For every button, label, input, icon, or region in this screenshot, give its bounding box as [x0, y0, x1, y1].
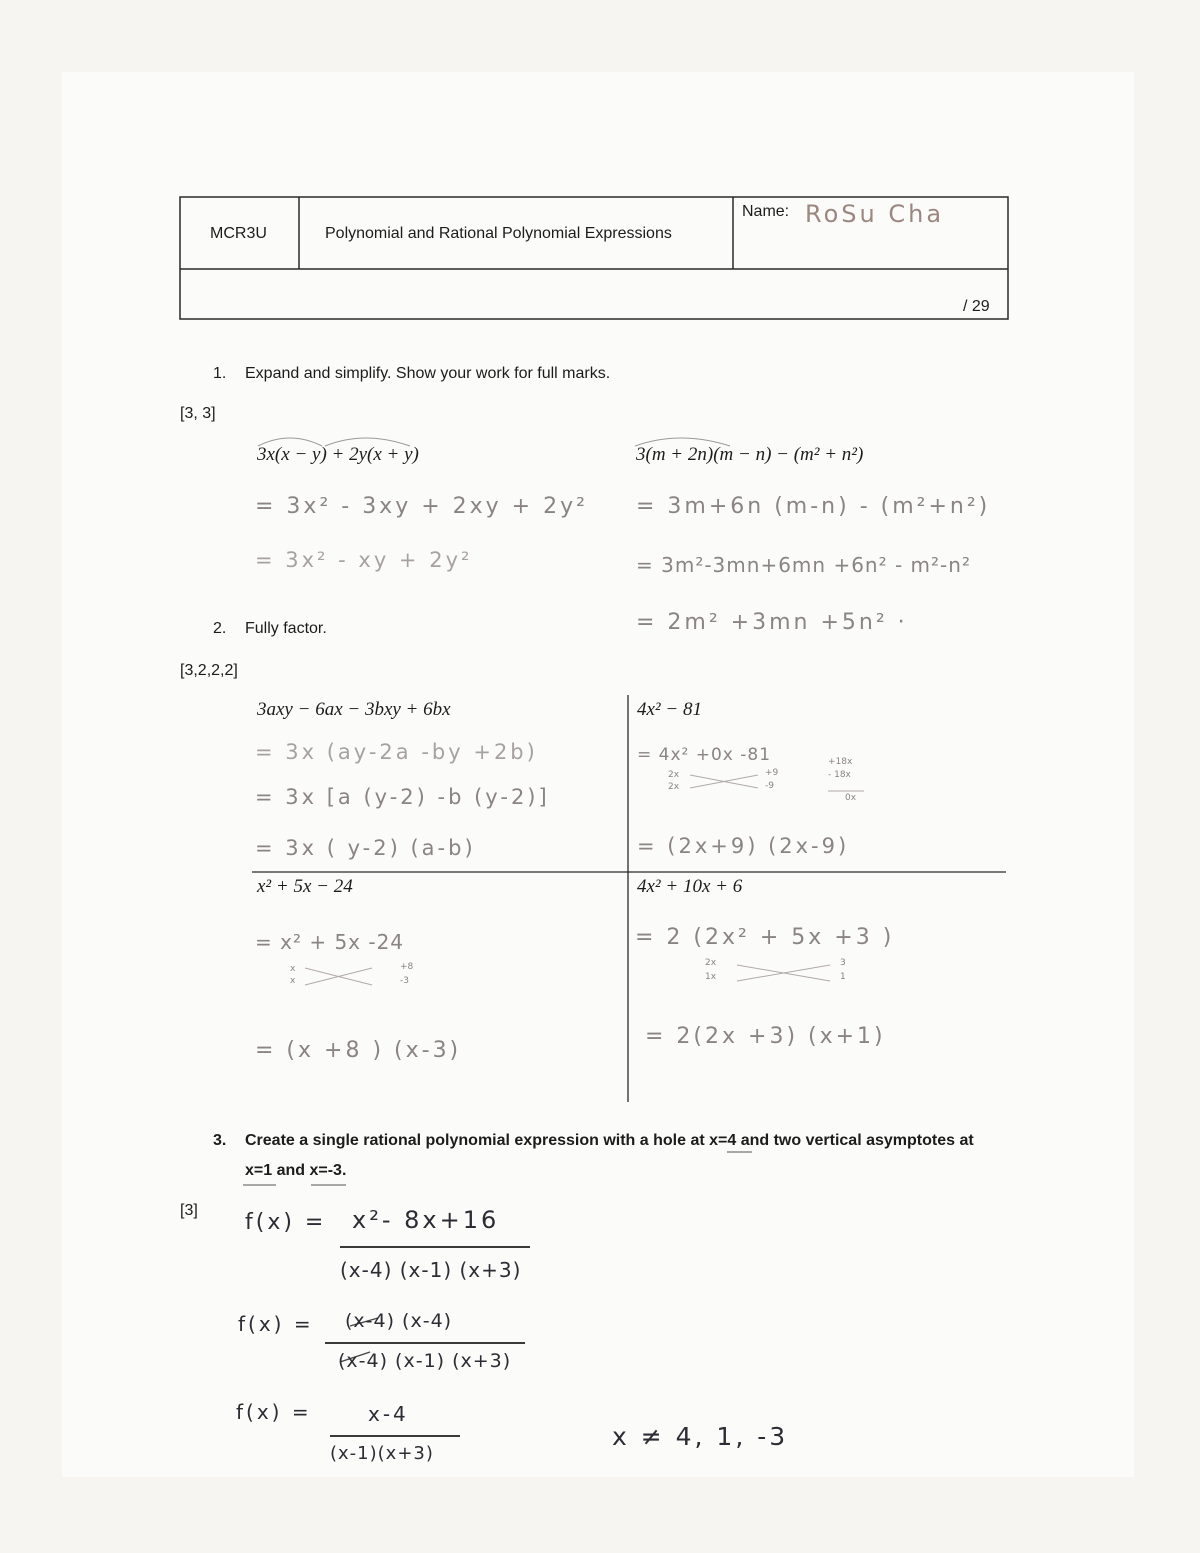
q1a-expression: 3x(x − y) + 2y(x + y) [257, 444, 419, 465]
q3-prompt-line-1: Create a single rational polynomial expression with a hole at x=4 and two vertical asymptotes at [245, 1132, 974, 1149]
q3-f3-lhs: f(x) = [236, 1400, 312, 1424]
q3-marks: [3] [180, 1202, 198, 1219]
q1b-step-3: = 2m² +3mn +5n² · [636, 610, 908, 635]
q2-number: 2. [213, 620, 227, 637]
worksheet-title: Polynomial and Rational Polynomial Expressions [325, 225, 672, 242]
q3-f2-lhs: f(x) = [238, 1312, 314, 1336]
q1a-step-2: = 3x² - xy + 2y² [255, 548, 473, 572]
q3-f2-fraction-bar [325, 1342, 525, 1344]
q2b-side-1: +18x [828, 757, 853, 767]
q2b-cross-left-2: 2x [668, 782, 680, 792]
q2b-side-3: 0x [845, 793, 857, 803]
q3-f3-denominator: (x-1)(x+3) [330, 1443, 434, 1464]
q1b-step-1: = 3m+6n (m-n) - (m²+n²) [636, 494, 991, 519]
course-code: MCR3U [210, 225, 267, 242]
q2d-expression: 4x² + 10x + 6 [637, 876, 743, 897]
q2b-cross-right-2: -9 [765, 781, 774, 791]
q2b-step-2: = (2x+9) (2x-9) [637, 834, 850, 858]
score-total: / 29 [963, 298, 990, 315]
q1-number: 1. [213, 365, 227, 382]
q2d-cross-left-2: 1x [705, 972, 717, 982]
student-name: RoSu Cha [805, 200, 945, 228]
q2c-cross-right-2: -3 [400, 976, 409, 986]
q3-f2-numerator: (x-4) (x-4) [345, 1310, 453, 1332]
q3-f1-denominator: (x-4) (x-1) (x+3) [340, 1258, 522, 1282]
q2d-step-2: = 2(2x +3) (x+1) [645, 1024, 886, 1049]
q2b-side-2: - 18x [828, 770, 851, 780]
q2b-cross-left-1: 2x [668, 770, 680, 780]
q2c-cross-left-1: x [290, 964, 296, 974]
q2c-step-1: = x² + 5x -24 [255, 930, 405, 954]
q2a-step-3: = 3x ( y-2) (a-b) [255, 836, 476, 860]
q2c-cross-left-2: x [290, 976, 296, 986]
q1a-step-1: = 3x² - 3xy + 2xy + 2y² [255, 494, 588, 519]
q1b-step-2: = 3m²-3mn+6mn +6n² - m²-n² [636, 553, 971, 577]
q3-f3-fraction-bar [330, 1435, 460, 1437]
q3-f2-denominator: (x-4) (x-1) (x+3) [338, 1350, 512, 1372]
q2a-expression: 3axy − 6ax − 3bxy + 6bx [257, 699, 451, 720]
q1-marks: [3, 3] [180, 405, 216, 422]
q1-prompt: Expand and simplify. Show your work for full marks. [245, 365, 611, 382]
q2b-expression: 4x² − 81 [637, 699, 702, 720]
q2b-step-1: = 4x² +0x -81 [637, 745, 772, 765]
q2a-step-2: = 3x [a (y-2) -b (y-2)] [255, 785, 550, 809]
q2-prompt: Fully factor. [245, 620, 327, 637]
q2c-step-2: = (x +8 ) (x-3) [255, 1038, 462, 1063]
q3-restriction: x ≠ 4, 1, -3 [612, 1422, 789, 1451]
q2d-step-1: = 2 (2x² + 5x +3 ) [635, 925, 895, 950]
q2-marks: [3,2,2,2] [180, 662, 238, 679]
q3-number: 3. [213, 1132, 227, 1149]
q3-f3-numerator: x-4 [368, 1402, 409, 1426]
q2c-cross-right-1: +8 [400, 962, 414, 972]
q1b-expression: 3(m + 2n)(m − n) − (m² + n²) [636, 444, 864, 465]
q3-f1-lhs: f(x) = [245, 1210, 327, 1235]
q2d-cross-right-1: 3 [840, 958, 846, 968]
q2d-cross-left-1: 2x [705, 958, 717, 968]
q2b-cross-right-1: +9 [765, 768, 779, 778]
name-label: Name: [742, 203, 790, 220]
q3-f1-numerator: x²- 8x+16 [352, 1206, 500, 1234]
q3-f1-fraction-bar [340, 1246, 530, 1248]
q2d-cross-right-2: 1 [840, 972, 846, 982]
q3-prompt-line-2: x=1 and x=-3. [245, 1162, 347, 1179]
q2c-expression: x² + 5x − 24 [257, 876, 353, 897]
q2a-step-1: = 3x (ay-2a -by +2b) [255, 740, 538, 764]
